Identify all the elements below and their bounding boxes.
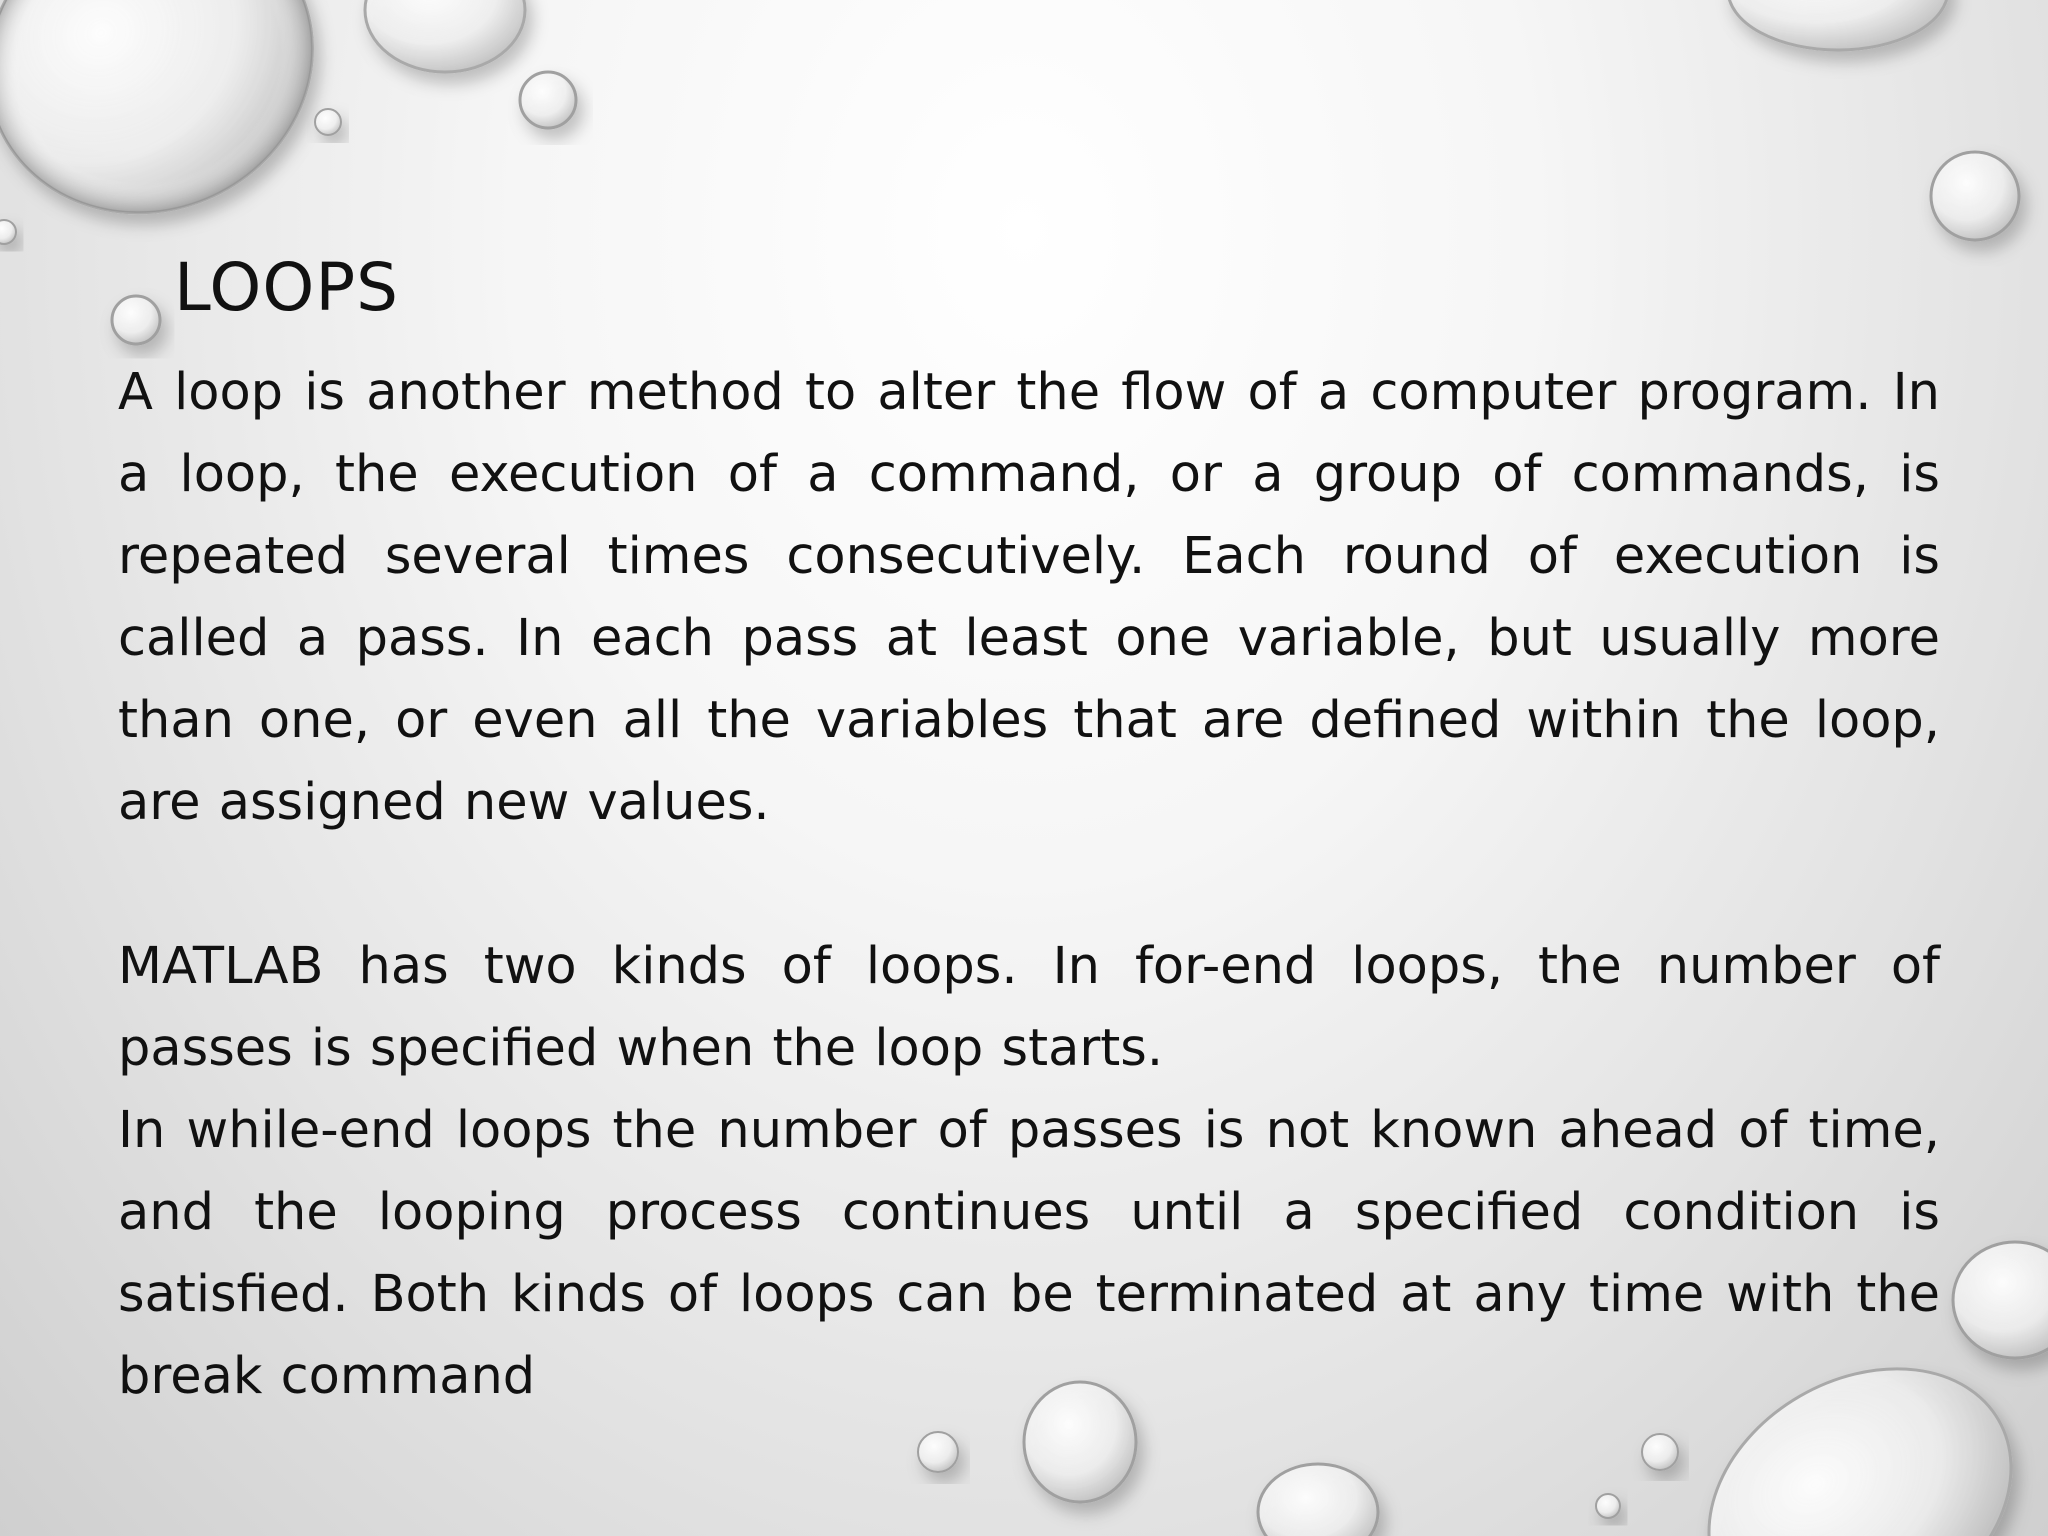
drop-bottom-right-small-1 (1642, 1434, 1678, 1470)
drop-right-upper (1931, 152, 2019, 240)
drop-bottom-center-small (918, 1432, 958, 1472)
drop-bottom-right-small-2 (1596, 1494, 1620, 1518)
slide-title: LOOPS (174, 249, 400, 326)
drop-left-edge-small (0, 220, 16, 244)
paragraph-loop-definition: A loop is another method to alter the flow of a computer program. In a loop, the execution of a command, or a group of commands, is repeated several times consecutively. Each round of execution is called a pass. In each pass at least one variable, but usually more than one, or even all the variables that are defined within the loop, are assigned new values. (118, 363, 1940, 832)
drop-top-left-medium (365, 0, 525, 72)
drop-right-middle (1953, 1242, 2048, 1358)
drop-top-left-large (0, 0, 363, 266)
paragraph-while-end-loops: In while-end loops the number of passes is not known ahead of time, and the looping process continues until a specified condition is satisfied. Both kinds of loops can be terminated at any time with the break command (118, 1101, 1940, 1406)
drop-top-small-2 (315, 109, 341, 135)
drop-top-right-large (1728, 0, 1948, 50)
paragraph-matlab-loop-kinds: MATLAB has two kinds of loops. In for-end loops, the number of passes is specified when the loop starts. (118, 937, 1940, 1078)
slide-body (118, 352, 1940, 1418)
drop-near-title (112, 296, 160, 344)
drop-bottom-center-medium (1258, 1464, 1378, 1536)
drop-top-small-1 (520, 72, 576, 128)
